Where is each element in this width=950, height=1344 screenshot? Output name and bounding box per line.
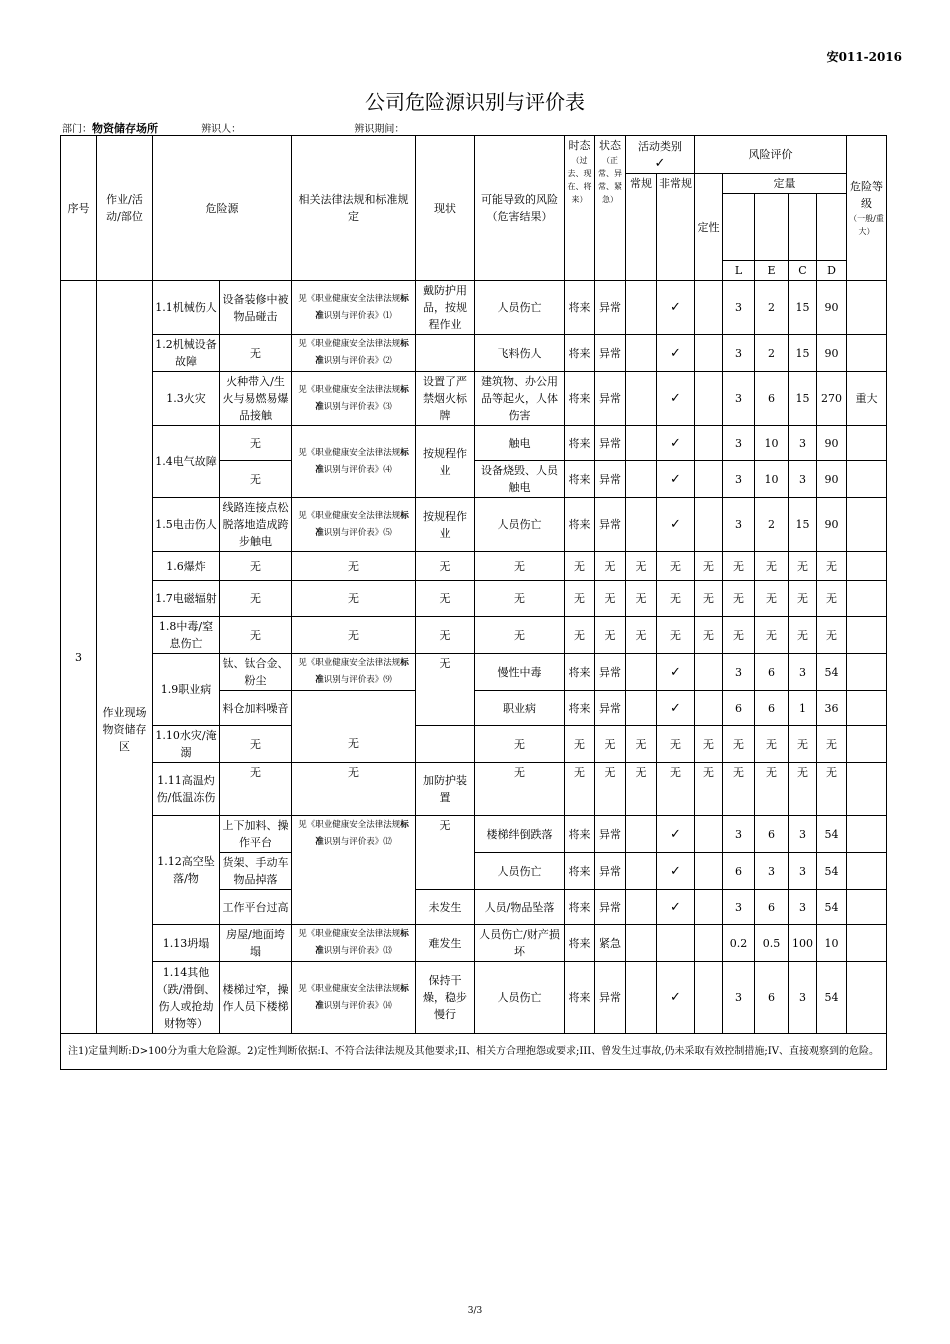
period-label: 辨识期间：	[354, 124, 405, 135]
identifier-label: 辨识人：	[201, 124, 242, 135]
table-row: 1.3火灾 火种带入/生火与易燃易爆品接触 见《职业健康安全法律法规标准识别与评价表》⑶ 设置了严禁烟火标牌 建筑物、办公用品等起火，人体伤害 将来 异常 ✓ 3 6 15 270 重大	[61, 372, 887, 426]
table-row: 1.12高空坠落/物 上下加料、操作平台 见《职业健康安全法律法规标准识别与评价表》⑿ 无 楼梯绊倒跌落 将来 异常 ✓ 3 6 3 54	[61, 816, 887, 853]
header-level: 危险等级 （一般/重大）	[847, 136, 887, 281]
table-row: 货架、手动车物品掉落 人员伤亡 将来 异常 ✓ 6 3 3 54	[61, 853, 887, 890]
table-row: 1.6爆炸 无 无 无 无 无 无 无 无 无 无 无 无 无	[61, 552, 887, 581]
table-row: 1.9职业病 钛、钛合金、粉尘 见《职业健康安全法律法规标准识别与评价表》⑼ 无 慢性中毒 将来 异常 ✓ 3 6 3 54	[61, 654, 887, 691]
table-row: 1.10水灾/淹溺 无 无 无 无 无 无 无 无 无 无 无 无	[61, 726, 887, 763]
hazard-table	[60, 135, 887, 1070]
table-row: 1.14其他（跌/滑倒、伤人或抢劫财物等） 楼梯过窄，操作人员下楼梯 见《职业健康安全法律法规标准识别与评价表》⒁ 保持干燥，稳步慢行 人员伤亡 将来 异常 ✓ 3 6 3 54	[61, 962, 887, 1034]
table-row: 1.11高温灼伤/低温冻伤 无 无 加防护装置 无 无 无 无 无 无 无 无 无 无	[61, 763, 887, 816]
header-consequence: 可能导致的风险（危害结果）	[475, 136, 565, 281]
header-risk-eval: 风险评价	[695, 136, 847, 174]
table-row: 作业现场物资储存区 1.4电气故障 无 见《职业健康安全法律法规标准识别与评价表》⑷ 按规程作业 触电 将来 异常 ✓ 3 10 3 90	[61, 426, 887, 461]
header-qualitative: 定性	[695, 174, 723, 281]
header-seq: 序号	[61, 136, 97, 281]
table-row: 工作平台过高 未发生 人员/物品坠落 将来 异常 ✓ 3 6 3 54	[61, 890, 887, 925]
header-activity: 作业/活动/部位	[97, 136, 153, 281]
dept-value: 物资储存场所	[92, 122, 158, 135]
header-status: 现状	[416, 136, 475, 281]
risk-level-major: 重大	[847, 372, 887, 426]
document-number: 安011-2016	[826, 50, 902, 64]
header-E: E	[755, 261, 789, 281]
table-row: 3 1.1机械伤人 设备装修中被物品碰击 见《职业健康安全法律法规标准识别与评价表》⑴ 戴防护用品，按规程作业 人员伤亡 将来 异常 ✓ 3 2 15 90	[61, 281, 887, 335]
table-row: 1.13坍塌 房屋/地面垮塌 见《职业健康安全法律法规标准识别与评价表》⒀ 难发生 人员伤亡/财产损坏 将来 紧急 0.2 0.5 100 10	[61, 925, 887, 962]
header-activity-type: 活动类别 ✓	[626, 136, 695, 174]
seq-cell: 3	[61, 281, 97, 1034]
page-number: 3/3	[467, 1306, 483, 1316]
header-L: L	[723, 261, 755, 281]
table-row: 无 设备烧毁、人员触电 将来 异常 ✓ 3 10 3 90	[61, 461, 887, 498]
header-law: 相关法律法规和标准规定	[292, 136, 416, 281]
header-C: C	[789, 261, 817, 281]
table-note: 注1)定量判断:D>100分为重大危险源。2)定性判断依据:I、不符合法律法规及其他要求;II、相关方合理抱怨或要求;III、曾发生过事故,仍未采取有效控制措施;IV、直接观察到的危险。	[61, 1034, 887, 1070]
header-tense: 时态 （过去、现在、将来）	[565, 136, 595, 281]
header-nonroutine: 非常规	[657, 174, 695, 281]
header-D: D	[817, 261, 847, 281]
header-hazard: 危险源	[153, 136, 292, 281]
table-row: 1.7电磁辐射 无 无 无 无 无 无 无 无 无 无 无 无 无	[61, 581, 887, 617]
table-row: 1.2机械设备故障 无 见《职业健康安全法律法规标准识别与评价表》⑵ 飞料伤人 将来 异常 ✓ 3 2 15 90	[61, 335, 887, 372]
header-routine: 常规	[626, 174, 657, 281]
page-title: 公司危险源识别与评价表	[365, 90, 585, 114]
table-row: 1.5电击伤人 线路连接点松脱落地造成跨步触电 见《职业健康安全法律法规标准识别与评价表》⑸ 按规程作业 人员伤亡 将来 异常 ✓ 3 2 15 90	[61, 498, 887, 552]
header-quantitative: 定量	[723, 174, 847, 194]
table-row: 料仓加料噪音 职业病 将来 异常 ✓ 6 6 1 36	[61, 691, 887, 726]
area-cell: 作业现场物资储存区	[97, 426, 153, 1034]
table-row: 1.8中毒/窒息伤亡 无 无 无 无 无 无 无 无 无 无 无 无 无	[61, 617, 887, 654]
dept-label: 部门：	[62, 124, 92, 135]
meta-line	[62, 120, 404, 136]
header-state: 状态 （正常、异常、紧急）	[595, 136, 626, 281]
